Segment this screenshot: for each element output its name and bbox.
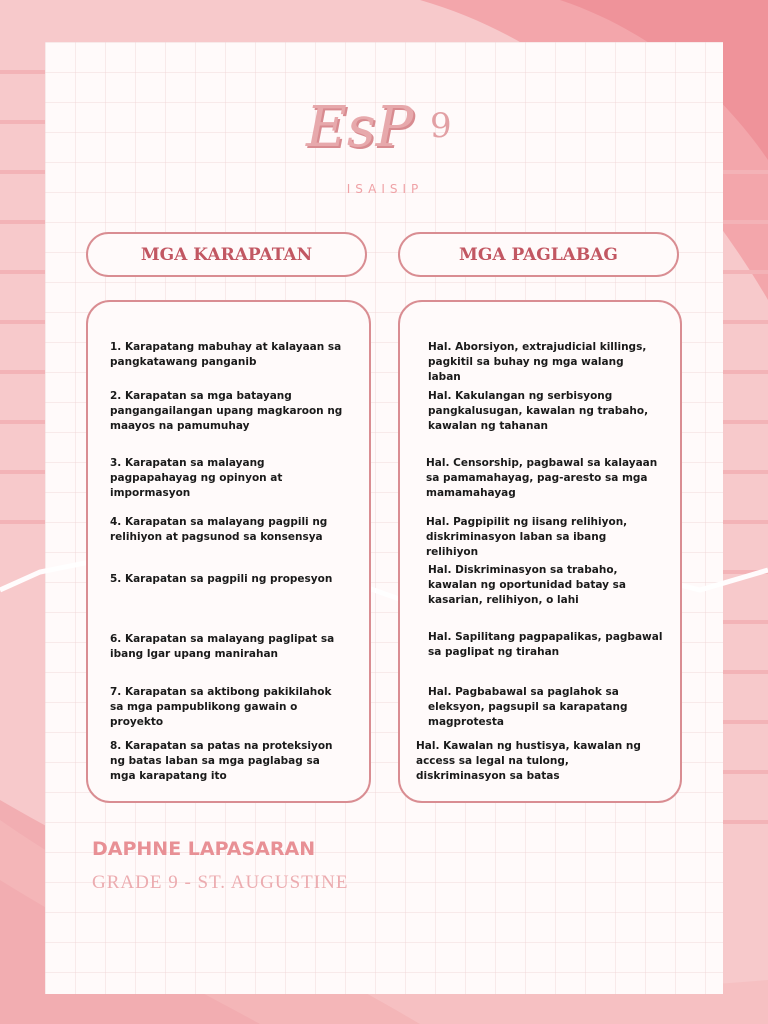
paglabag-item-5: Hal. Diskriminasyon sa trabaho, kawalan ng oportunidad batay sa kasarian, relihiyon, o lahi	[428, 564, 626, 606]
paglabag-item-4: Hal. Pagpipilit ng iisang relihiyon, diskriminasyon laban sa ibang relihiyon	[426, 516, 628, 558]
grade-section: GRADE 9 - ST. AUGUSTINE	[92, 872, 349, 893]
student-name: DAPHNE LAPASARAN	[92, 838, 316, 860]
paglabag-item-3: Hal. Censorship, pagbawal sa kalayaan sa pamamahayag, pag-aresto sa mga mamamahayag	[426, 457, 658, 499]
header-paglabag	[398, 232, 679, 277]
karapatan-item-2: 2. Karapatan sa mga batayang pangangailangan upang magkaroon ng maayos na pamumuhay	[110, 390, 343, 432]
karapatan-item-8: 8. Karapatan sa patas na proteksiyon ng batas laban sa mga paglabag sa mga karapatang ito	[110, 740, 333, 782]
karapatan-item-5: 5. Karapatan sa pagpili ng propesyon	[110, 573, 333, 585]
karapatan-item-3: 3. Karapatan sa malayang pagpapahayag ng opinyon at impormasyon	[110, 457, 283, 499]
karapatan-item-1: 1. Karapatang mabuhay at kalayaan sa pangkatawang panganib	[110, 341, 342, 368]
karapatan-item-6: 6. Karapatan sa malayang paglipat sa ibang lgar upang manirahan	[110, 633, 335, 660]
karapatan-item-7: 7. Karapatan sa aktibong pakikilahok sa mga pampublikong gawain o proyekto	[110, 686, 332, 728]
header-paglabag-label: MGA PAGLABAG	[459, 244, 618, 265]
paglabag-item-1: Hal. Aborsiyon, extrajudicial killings, pagkitil sa buhay ng mga walang laban	[428, 341, 647, 383]
paglabag-item-6: Hal. Sapilitang pagpapalikas, pagbawal sa paglipat ng tirahan	[428, 631, 663, 658]
karapatan-item-4: 4. Karapatan sa malayang pagpili ng relihiyon at pagsunod sa konsensya	[110, 516, 328, 543]
title-number: 9	[430, 106, 452, 146]
paglabag-item-8: Hal. Kawalan ng hustisya, kawalan ng access sa legal na tulong, diskriminasyon sa batas	[416, 740, 641, 782]
header-karapatan	[86, 232, 367, 277]
paglabag-item-2: Hal. Kakulangan ng serbisyong pangkalusugan, kawalan ng trabaho, kawalan ng tahanan	[428, 390, 649, 432]
title-script: EsP	[306, 95, 414, 160]
subtitle: ISAISIP	[346, 182, 424, 196]
paglabag-item-7: Hal. Pagbabawal sa paglahok sa eleksyon, pagsupil sa karapatang magprotesta	[428, 686, 628, 728]
header-karapatan-label: MGA KARAPATAN	[140, 244, 313, 265]
